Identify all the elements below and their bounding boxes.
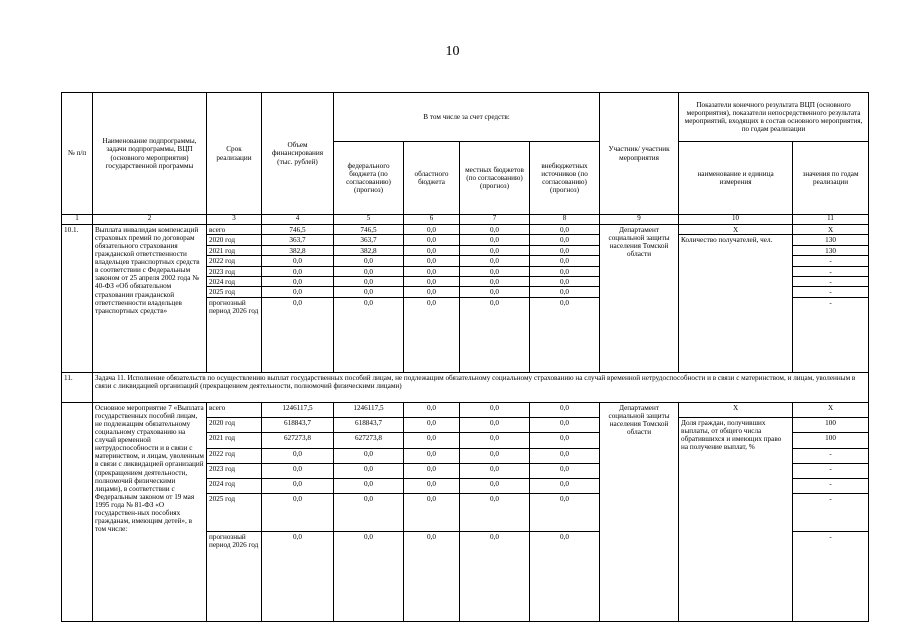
term: 2021 год bbox=[207, 433, 261, 448]
value: 0,0 bbox=[530, 287, 599, 297]
value: 130 bbox=[793, 246, 868, 256]
value: 0,0 bbox=[404, 418, 459, 433]
indicator-name: Количество получателей, чел. bbox=[681, 236, 773, 245]
table-row-10-1 bbox=[62, 225, 869, 373]
value: 0,0 bbox=[460, 479, 529, 494]
header-row-1 bbox=[62, 93, 869, 142]
row-num: 11. bbox=[62, 373, 93, 403]
value: 746,5 bbox=[334, 225, 403, 235]
value: 0,0 bbox=[293, 533, 302, 542]
value: 0,0 bbox=[530, 235, 599, 245]
value: 0,0 bbox=[460, 277, 529, 287]
term: всего bbox=[207, 225, 261, 235]
federal-cell bbox=[334, 403, 404, 622]
term-cell bbox=[207, 225, 262, 373]
value: 0,0 bbox=[427, 298, 436, 307]
value: 0,0 bbox=[404, 479, 459, 494]
value: - bbox=[829, 533, 832, 542]
row-name: Основное мероприятие 7 «Выплата государственных пособий лицам, не подлежащим обязательному социальному страхованию на случай временной нетрудоспособности и в связи с материнством, и лицам, уволенным в связи с ликвидацией организаций (прекращением деятельности, полномочий физическими лицами), в соответствии с Федеральным законом от 19 мая 1995 года № 81-ФЗ «О государствен-ных пособиях гражданам, имеющим детей», в том числе: bbox=[93, 403, 207, 622]
value: 0,0 bbox=[460, 449, 529, 464]
value: X bbox=[793, 225, 868, 235]
header-extra: внебюджетных источников (по согласованию) (прогноз) bbox=[530, 142, 600, 215]
col-number: 9 bbox=[600, 215, 679, 225]
indicator-top: X bbox=[679, 225, 792, 235]
header-term: Срок реализации bbox=[207, 93, 262, 215]
value: 0,0 bbox=[262, 449, 333, 464]
header-indicators: Показатели конечного результата ВЦП (основного мероприятия), показатели непосредственного результата мероприятий, входящих в состав основного мероприятия, по годам реализации bbox=[679, 93, 869, 142]
value: - bbox=[793, 479, 868, 494]
col-number: 10 bbox=[679, 215, 793, 225]
value: 1246117,5 bbox=[334, 403, 403, 418]
col-number: 7 bbox=[460, 215, 530, 225]
value: 0,0 bbox=[490, 533, 499, 542]
value: 1246117,5 bbox=[262, 403, 333, 418]
col-number: 2 bbox=[93, 215, 207, 225]
value: 0,0 bbox=[404, 433, 459, 448]
term: 2020 год bbox=[207, 235, 261, 245]
regional-cell bbox=[404, 403, 460, 622]
value: 0,0 bbox=[460, 256, 529, 266]
value: 0,0 bbox=[404, 449, 459, 464]
value: 0,0 bbox=[293, 298, 302, 307]
value: 0,0 bbox=[262, 267, 333, 277]
value: 382,8 bbox=[334, 246, 403, 256]
value: 0,0 bbox=[460, 225, 529, 235]
value: 0,0 bbox=[530, 403, 599, 418]
indicator-top: X bbox=[679, 403, 792, 418]
value: 746,5 bbox=[262, 225, 333, 235]
value: - bbox=[793, 464, 868, 479]
row-num bbox=[62, 403, 93, 622]
value: 0,0 bbox=[404, 287, 459, 297]
value: 0,0 bbox=[460, 433, 529, 448]
value: 0,0 bbox=[427, 533, 436, 542]
value: 0,0 bbox=[404, 235, 459, 245]
value: 0,0 bbox=[262, 277, 333, 287]
value: 0,0 bbox=[530, 433, 599, 448]
value: 0,0 bbox=[262, 256, 333, 266]
header-regional: областного бюджета bbox=[404, 142, 460, 215]
col-number: 4 bbox=[262, 215, 334, 225]
term: всего bbox=[207, 403, 261, 418]
term: 2025 год bbox=[207, 287, 261, 297]
value: 618843,7 bbox=[334, 418, 403, 433]
value: 0,0 bbox=[262, 287, 333, 297]
value: 0,0 bbox=[530, 277, 599, 287]
term: 2023 год bbox=[207, 267, 261, 277]
col-number: 8 bbox=[530, 215, 600, 225]
term: прогнозный период 2026 год bbox=[209, 533, 259, 550]
value: 0,0 bbox=[404, 464, 459, 479]
value: 0,0 bbox=[404, 494, 459, 532]
term: 2023 год bbox=[207, 464, 261, 479]
value: 0,0 bbox=[404, 256, 459, 266]
header-num: № п/п bbox=[62, 93, 93, 215]
header-ind-name: наименование и единица измерения bbox=[679, 142, 793, 215]
value: 627273,8 bbox=[334, 433, 403, 448]
value: - bbox=[793, 287, 868, 297]
table-row-main-7 bbox=[62, 403, 869, 622]
value: 0,0 bbox=[530, 246, 599, 256]
value: 0,0 bbox=[530, 464, 599, 479]
task-text: Задача 11. Исполнение обязательств по осуществлению выплат государственных пособий лицам, не подлежащим обязательному социальному страхованию на случай временной нетрудоспособности и в связи с материнством, и лицам, уволенным в связи с ликвидацией организаций (прекращением деятельности, полномочий физическими лицами) bbox=[93, 373, 869, 403]
value: 0,0 bbox=[530, 256, 599, 266]
value: 363,7 bbox=[334, 235, 403, 245]
value: 627273,8 bbox=[262, 433, 333, 448]
value: 0,0 bbox=[404, 225, 459, 235]
value: 130 bbox=[793, 235, 868, 245]
col-number: 3 bbox=[207, 215, 262, 225]
federal-cell bbox=[334, 225, 404, 373]
value: 0,0 bbox=[262, 464, 333, 479]
value: - bbox=[793, 449, 868, 464]
value: 0,0 bbox=[460, 403, 529, 418]
term: 2022 год bbox=[207, 256, 261, 266]
value: 0,0 bbox=[460, 235, 529, 245]
value: 0,0 bbox=[460, 246, 529, 256]
col-number: 1 bbox=[62, 215, 93, 225]
value: X bbox=[793, 403, 868, 418]
term: 2024 год bbox=[207, 479, 261, 494]
value: 0,0 bbox=[404, 403, 459, 418]
value: 0,0 bbox=[364, 533, 373, 542]
value: 0,0 bbox=[460, 494, 529, 532]
value: 363,7 bbox=[262, 235, 333, 245]
value: 0,0 bbox=[404, 277, 459, 287]
participant: Департамент социальной защиты населения Томской области bbox=[600, 403, 679, 622]
value: 0,0 bbox=[530, 267, 599, 277]
term: 2022 год bbox=[207, 449, 261, 464]
value: - bbox=[829, 298, 832, 307]
value: 0,0 bbox=[530, 479, 599, 494]
value: 0,0 bbox=[460, 464, 529, 479]
row-num: 10.1. bbox=[62, 225, 93, 373]
value: - bbox=[793, 267, 868, 277]
value: 0,0 bbox=[404, 267, 459, 277]
value: 0,0 bbox=[530, 418, 599, 433]
value: 100 bbox=[793, 433, 868, 448]
row-name: Выплата инвалидам компенсаций страховых премий по договорам обязательного страхования гражданской ответственности владельцев транспортных средств в соответствии с Федеральным законом от 25 апреля 2002 года № 40-ФЗ «Об обязательном страховании гражданской ответственности владельцев транспортных средств» bbox=[93, 225, 207, 373]
value: 0,0 bbox=[404, 246, 459, 256]
indicator-values-cell bbox=[793, 403, 869, 622]
indicator-name: Доля граждан, получивших выплаты, от общего числа обратившихся и имеющих право на получение выплат, % bbox=[681, 419, 782, 452]
col-number: 11 bbox=[793, 215, 869, 225]
indicator-name-cell bbox=[679, 403, 793, 622]
value: 0,0 bbox=[460, 287, 529, 297]
value: 0,0 bbox=[334, 464, 403, 479]
value: 0,0 bbox=[334, 449, 403, 464]
local-cell bbox=[460, 225, 530, 373]
header-ind-values: значения по годам реализации bbox=[793, 142, 869, 215]
header-volume: Объем финансирования (тыс. рублей) bbox=[262, 93, 334, 215]
local-cell bbox=[460, 403, 530, 622]
volume-cell bbox=[262, 225, 334, 373]
page-number: 10 bbox=[445, 44, 460, 59]
value: 0,0 bbox=[560, 298, 570, 307]
value: 0,0 bbox=[460, 267, 529, 277]
col-number: 5 bbox=[334, 215, 404, 225]
table-row-11 bbox=[62, 373, 869, 403]
term: прогнозный период 2026 год bbox=[209, 298, 259, 315]
term: 2024 год bbox=[207, 277, 261, 287]
value: 382,8 bbox=[262, 246, 333, 256]
term-cell bbox=[207, 403, 262, 622]
program-table bbox=[61, 92, 869, 622]
value: 0,0 bbox=[530, 225, 599, 235]
header-name: Наименование подпрограммы, задачи подпрограммы, ВЦП (основного мероприятия) государственной программы bbox=[93, 93, 207, 215]
value: 0,0 bbox=[334, 494, 403, 532]
regional-cell bbox=[404, 225, 460, 373]
value: 0,0 bbox=[490, 298, 499, 307]
header-participant: Участник/ участник мероприятия bbox=[600, 93, 679, 215]
value: 0,0 bbox=[460, 418, 529, 433]
value: 0,0 bbox=[364, 298, 373, 307]
value: 0,0 bbox=[334, 479, 403, 494]
value: 0,0 bbox=[334, 277, 403, 287]
value: - bbox=[793, 256, 868, 266]
extra-cell bbox=[530, 225, 600, 373]
value: 0,0 bbox=[334, 267, 403, 277]
value: 0,0 bbox=[530, 494, 599, 532]
column-numbers-row bbox=[62, 215, 869, 225]
value: - bbox=[793, 494, 868, 532]
indicator-values-cell bbox=[793, 225, 869, 373]
term: 2021 год bbox=[207, 246, 261, 256]
value: 0,0 bbox=[262, 494, 333, 532]
value: 0,0 bbox=[334, 287, 403, 297]
header-local: местных бюджетов (по согласованию) (прогноз) bbox=[460, 142, 530, 215]
value: 100 bbox=[793, 418, 868, 433]
header-incl: В том числе за счет средств: bbox=[334, 93, 600, 142]
value: 618843,7 bbox=[262, 418, 333, 433]
indicator-name-cell bbox=[679, 225, 793, 373]
term: 2020 год bbox=[207, 418, 261, 433]
volume-cell bbox=[262, 403, 334, 622]
header-federal: федерального бюджета (по согласованию) (прогноз) bbox=[334, 142, 404, 215]
value: 0,0 bbox=[530, 449, 599, 464]
value: 0,0 bbox=[560, 533, 570, 542]
value: 0,0 bbox=[262, 479, 333, 494]
extra-cell bbox=[530, 403, 600, 622]
value: - bbox=[793, 277, 868, 287]
col-number: 6 bbox=[404, 215, 460, 225]
term: 2025 год bbox=[207, 494, 261, 532]
participant: Департамент социальной защиты населения Томской области bbox=[600, 225, 679, 373]
value: 0,0 bbox=[334, 256, 403, 266]
